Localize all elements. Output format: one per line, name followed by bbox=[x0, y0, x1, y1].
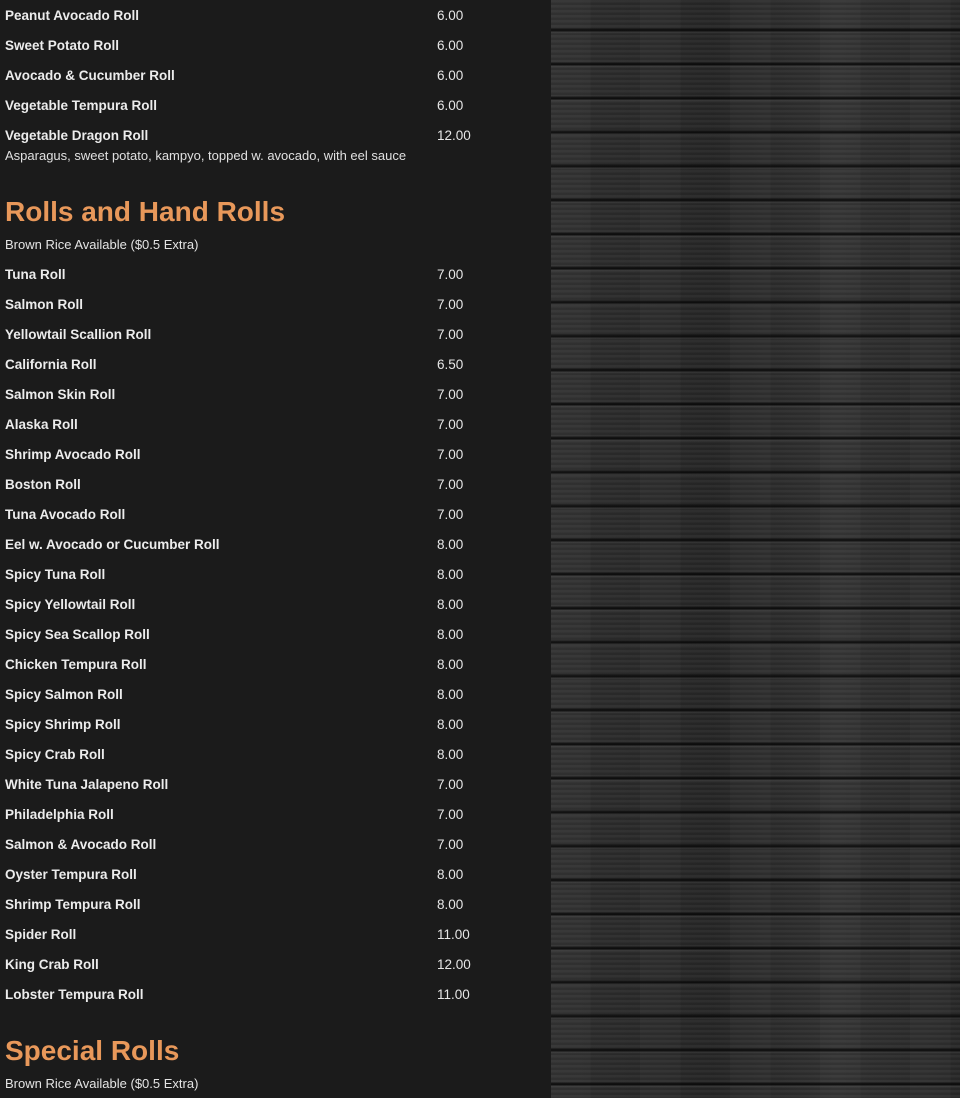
item-price: 11.00 bbox=[437, 987, 470, 1002]
item-name: Spicy Sea Scallop Roll bbox=[5, 627, 150, 642]
item-name: Spider Roll bbox=[5, 927, 77, 942]
item-price: 7.00 bbox=[437, 807, 464, 822]
item-price: 8.00 bbox=[437, 597, 464, 612]
item-price: 7.00 bbox=[437, 387, 464, 402]
item-name: Boston Roll bbox=[5, 477, 81, 492]
item-price: 6.00 bbox=[437, 38, 464, 53]
item-price: 7.00 bbox=[437, 507, 464, 522]
item-name: Chicken Tempura Roll bbox=[5, 657, 147, 672]
item-description: Asparagus, sweet potato, kampyo, topped w. avocado, with eel sauce bbox=[5, 148, 407, 163]
item-price: 7.00 bbox=[437, 447, 464, 462]
item-name: California Roll bbox=[5, 357, 97, 372]
item-price: 8.00 bbox=[437, 717, 464, 732]
item-price: 8.00 bbox=[437, 627, 464, 642]
item-price: 8.00 bbox=[437, 537, 464, 552]
item-price: 6.50 bbox=[437, 357, 464, 372]
item-price: 6.00 bbox=[437, 98, 464, 113]
item-price: 11.00 bbox=[437, 927, 470, 942]
item-price: 7.00 bbox=[437, 837, 464, 852]
item-price: 8.00 bbox=[437, 687, 464, 702]
item-price: 8.00 bbox=[437, 867, 464, 882]
item-name: Tuna Avocado Roll bbox=[5, 507, 126, 522]
item-price: 6.00 bbox=[437, 68, 464, 83]
item-name: Spicy Tuna Roll bbox=[5, 567, 106, 582]
item-price: 8.00 bbox=[437, 657, 464, 672]
item-name: Eel w. Avocado or Cucumber Roll bbox=[5, 537, 220, 552]
item-name: Alaska Roll bbox=[5, 417, 78, 432]
item-name: Spicy Crab Roll bbox=[5, 747, 105, 762]
item-name: Oyster Tempura Roll bbox=[5, 867, 137, 882]
item-price: 6.00 bbox=[437, 8, 464, 23]
item-price: 7.00 bbox=[437, 477, 464, 492]
item-name: Spicy Shrimp Roll bbox=[5, 717, 121, 732]
item-name: Peanut Avocado Roll bbox=[5, 8, 140, 23]
section-title-special: Special Rolls bbox=[5, 1035, 180, 1066]
section-note-special: Brown Rice Available ($0.5 Extra) bbox=[5, 1076, 199, 1091]
item-price: 7.00 bbox=[437, 267, 464, 282]
item-name: Shrimp Tempura Roll bbox=[5, 897, 141, 912]
item-name: Philadelphia Roll bbox=[5, 807, 114, 822]
item-price: 8.00 bbox=[437, 567, 464, 582]
item-name: Salmon Roll bbox=[5, 297, 84, 312]
item-name: Shrimp Avocado Roll bbox=[5, 447, 141, 462]
item-price: 7.00 bbox=[437, 297, 464, 312]
item-name: Yellowtail Scallion Roll bbox=[5, 327, 152, 342]
item-name: Vegetable Tempura Roll bbox=[5, 98, 158, 113]
item-price: 8.00 bbox=[437, 897, 464, 912]
item-name: Tuna Roll bbox=[5, 267, 66, 282]
section-title-rolls: Rolls and Hand Rolls bbox=[5, 196, 286, 227]
item-price: 7.00 bbox=[437, 417, 464, 432]
wood-background bbox=[550, 0, 960, 1098]
item-name: Spicy Salmon Roll bbox=[5, 687, 123, 702]
item-name: Spicy Yellowtail Roll bbox=[5, 597, 136, 612]
item-price: 8.00 bbox=[437, 747, 464, 762]
item-name: Salmon Skin Roll bbox=[5, 387, 116, 402]
item-name: Salmon & Avocado Roll bbox=[5, 837, 157, 852]
item-name: Vegetable Dragon Roll bbox=[5, 128, 149, 143]
item-name: White Tuna Jalapeno Roll bbox=[5, 777, 169, 792]
item-name: Avocado & Cucumber Roll bbox=[5, 68, 175, 83]
item-price: 7.00 bbox=[437, 777, 464, 792]
item-price: 7.00 bbox=[437, 327, 464, 342]
item-name: Sweet Potato Roll bbox=[5, 38, 120, 53]
item-name: Lobster Tempura Roll bbox=[5, 987, 144, 1002]
item-price: 12.00 bbox=[437, 128, 471, 143]
item-name: King Crab Roll bbox=[5, 957, 99, 972]
item-price: 12.00 bbox=[437, 957, 471, 972]
section-note-rolls: Brown Rice Available ($0.5 Extra) bbox=[5, 237, 199, 252]
